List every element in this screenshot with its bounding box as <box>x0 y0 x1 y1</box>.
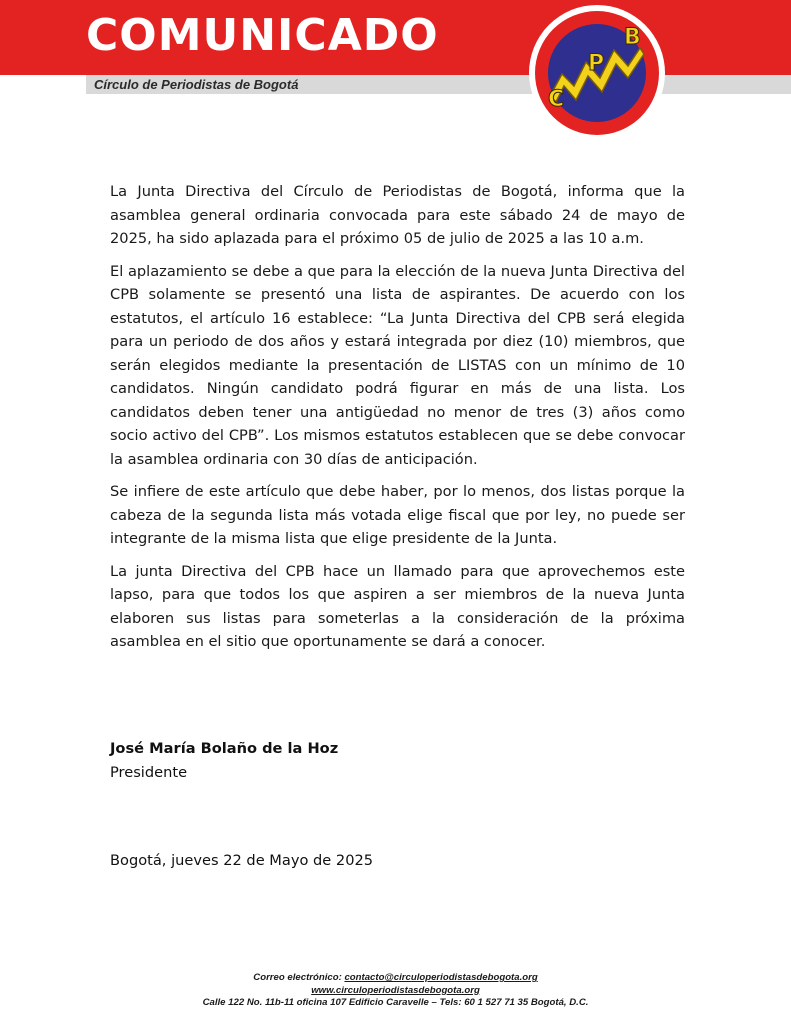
signatory-name: José María Bolaño de la Hoz <box>110 740 339 757</box>
logo-letter-p: P <box>588 51 605 76</box>
paragraph-4: La junta Directiva del CPB hace un llamado para que aprovechemos este lapso, para que todos los que aspiren a ser miembros de la nueva Junta elaboren sus listas para someterlas a la consideración de la próxima asamblea en el sitio que oportunamente se dará a conocer. <box>110 562 685 650</box>
footer-address: Calle 122 No. 11b-11 oficina 107 Edificio Caravelle – Tels: 60 1 527 71 35 Bogotá, D.C. <box>202 997 589 1008</box>
footer-website-link[interactable]: www.circuloperiodistasdebogota.org <box>311 984 480 996</box>
paragraph-2: El aplazamiento se debe a que para la elección de la nueva Junta Directiva del CPB solamente se presentó una lista de aspirantes. De acuerdo con los estatutos, el artículo 16 establece: “La Junta Directiva del CPB será elegida para un periodo de dos años y estará integrada por diez (10) miembros, que serán elegidos mediante la presentación de LISTAS con un mínimo de 10 candidatos. Ningún candidato podrá figurar en más de una lista. Los candidatos deben tener una antigüedad no menor de tres (3) años como socio activo del CPB”. Los mismos estatutos establecen que se debe convocar la asamblea ordinaria con 30 días de anticipación. <box>110 262 685 468</box>
organization-name: Círculo de Periodistas de Bogotá <box>94 77 299 92</box>
communique-body <box>110 180 685 663</box>
logo-letter-b: B <box>624 25 641 50</box>
signatory-title: Presidente <box>110 764 188 781</box>
paragraph-1: La Junta Directiva del Círculo de Periodistas de Bogotá, informa que la asamblea general ordinaria convocada para este sábado 24 de mayo de 2025, ha sido aplazada para el próximo 05 de julio de 2025 a las 10 a.m. <box>110 183 685 247</box>
letterhead <box>0 0 791 112</box>
logo-letter-c: C <box>548 87 565 112</box>
header-title: COMUNICADO <box>86 10 439 61</box>
paragraph-3: Se infiere de este artículo que debe haber, por lo menos, dos listas porque la cabeza de la segunda lista más votada elige fiscal que por ley, no puede ser integrante de la misma lista que elige presidente de la Junta. <box>110 483 685 547</box>
footer-email-row <box>0 972 791 985</box>
footer-email-label: Correo electrónico: <box>253 972 342 983</box>
footer-email-link[interactable]: contacto@circuloperiodistasdebogota.org <box>344 972 538 983</box>
dateline: Bogotá, jueves 22 de Mayo de 2025 <box>110 852 374 869</box>
footer-website-row <box>0 985 791 998</box>
cpb-logo <box>528 4 666 142</box>
footer <box>0 972 791 1010</box>
